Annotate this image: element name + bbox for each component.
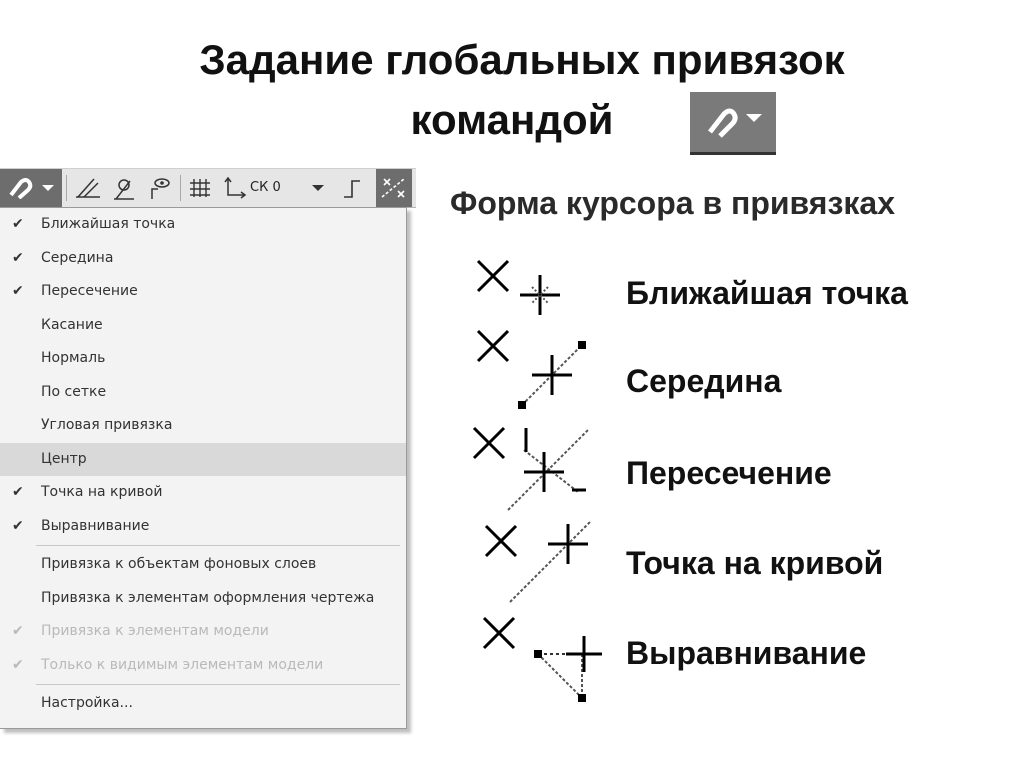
menu-item[interactable] — [0, 309, 406, 343]
cursor-label-alignment: Выравнивание — [626, 635, 867, 671]
magnet-icon — [704, 106, 740, 144]
menu-item[interactable] — [0, 275, 406, 309]
title-line-2: командой — [410, 96, 614, 143]
menu-item-label: Касание — [41, 316, 103, 333]
checkmark-icon: ✔ — [12, 216, 24, 232]
checkmark-icon: ✔ — [12, 623, 24, 639]
cursor-label-midpoint: Середина — [626, 363, 782, 399]
menu-item[interactable] — [0, 208, 406, 242]
snap-dynamic-button[interactable] — [376, 169, 412, 207]
snap-mode-icon — [72, 173, 104, 203]
snaps-command-button[interactable] — [690, 92, 776, 155]
snap-mode-button[interactable] — [72, 173, 104, 203]
menu-item — [0, 615, 406, 649]
magnet-icon — [8, 177, 34, 203]
menu-item-settings[interactable] — [0, 687, 406, 721]
menu-item[interactable] — [0, 376, 406, 410]
menu-item-label: Ближайшая точка — [41, 216, 176, 232]
cursor-label-point-on-curve: Точка на кривой — [626, 545, 884, 581]
slide-title — [0, 30, 1024, 150]
snaps-menu — [0, 207, 407, 729]
cursor-panel-heading: Форма курсора в привязках — [450, 185, 895, 221]
chevron-down-icon — [312, 185, 324, 191]
menu-item[interactable] — [0, 242, 406, 276]
menu-divider — [36, 545, 400, 546]
menu-item-label: Пересечение — [41, 283, 138, 299]
menu-item-label: Привязка к элементам модели — [41, 623, 269, 639]
menu-item[interactable] — [0, 582, 406, 616]
menu-item-label: Привязка к элементам оформления чертежа — [41, 589, 375, 606]
menu-item[interactable] — [0, 443, 406, 477]
intersection-cursor-icon — [468, 420, 598, 524]
snaps-dropdown-button[interactable] — [0, 169, 62, 207]
checkmark-icon: ✔ — [12, 484, 24, 500]
menu-item-label: Точка на кривой — [41, 484, 163, 500]
menu-item-label: Нормаль — [41, 350, 106, 366]
title-line-1: Задание глобальных привязок — [199, 36, 845, 83]
menu-item-label: Только к видимым элементам модели — [41, 656, 324, 673]
coord-system-select[interactable] — [218, 175, 330, 201]
menu-item-label: Середина — [41, 249, 114, 266]
toolbar-divider — [180, 175, 181, 201]
ortho-icon — [336, 173, 368, 203]
menu-item-label: По сетке — [41, 383, 107, 400]
checkmark-icon: ✔ — [12, 249, 24, 266]
menu-item-label: Выравнивание — [41, 517, 150, 534]
menu-item[interactable] — [0, 342, 406, 376]
nearest-point-cursor-icon — [470, 255, 570, 329]
menu-item[interactable] — [0, 548, 406, 582]
chevron-down-icon — [746, 114, 762, 122]
cursor-eye-button[interactable] — [144, 173, 176, 203]
alignment-cursor-icon — [478, 610, 608, 714]
cursor-label-intersection: Пересечение — [626, 455, 832, 491]
point-on-curve-cursor-icon — [480, 518, 600, 612]
toolbar-divider — [66, 175, 67, 201]
grid-icon — [186, 173, 216, 203]
menu-item-label: Центр — [41, 450, 87, 467]
snap-toggle-button[interactable] — [108, 173, 140, 203]
menu-item[interactable] — [0, 510, 406, 544]
menu-divider — [36, 684, 400, 685]
menu-item-label: Угловая привязка — [41, 417, 173, 433]
menu-item[interactable] — [0, 409, 406, 443]
menu-item-label: Привязка к объектам фоновых слоев — [41, 556, 317, 572]
snap-dynamic-icon — [376, 169, 412, 207]
checkmark-icon: ✔ — [12, 656, 24, 673]
coord-system-label: СК 0 — [250, 180, 281, 195]
coord-system-icon — [220, 175, 250, 201]
grid-button[interactable] — [186, 173, 216, 203]
checkmark-icon: ✔ — [12, 283, 24, 299]
toolbar — [0, 168, 416, 208]
snap-toggle-icon — [108, 173, 140, 203]
menu-item[interactable] — [0, 476, 406, 510]
midpoint-cursor-icon — [470, 325, 600, 419]
menu-item — [0, 649, 406, 683]
ortho-button[interactable] — [336, 173, 368, 203]
checkmark-icon: ✔ — [12, 517, 24, 534]
chevron-down-icon — [42, 185, 54, 191]
menu-item-label: Настройка... — [41, 695, 133, 711]
cursor-label-nearest: Ближайшая точка — [626, 275, 908, 311]
visibility-icon — [144, 173, 176, 203]
